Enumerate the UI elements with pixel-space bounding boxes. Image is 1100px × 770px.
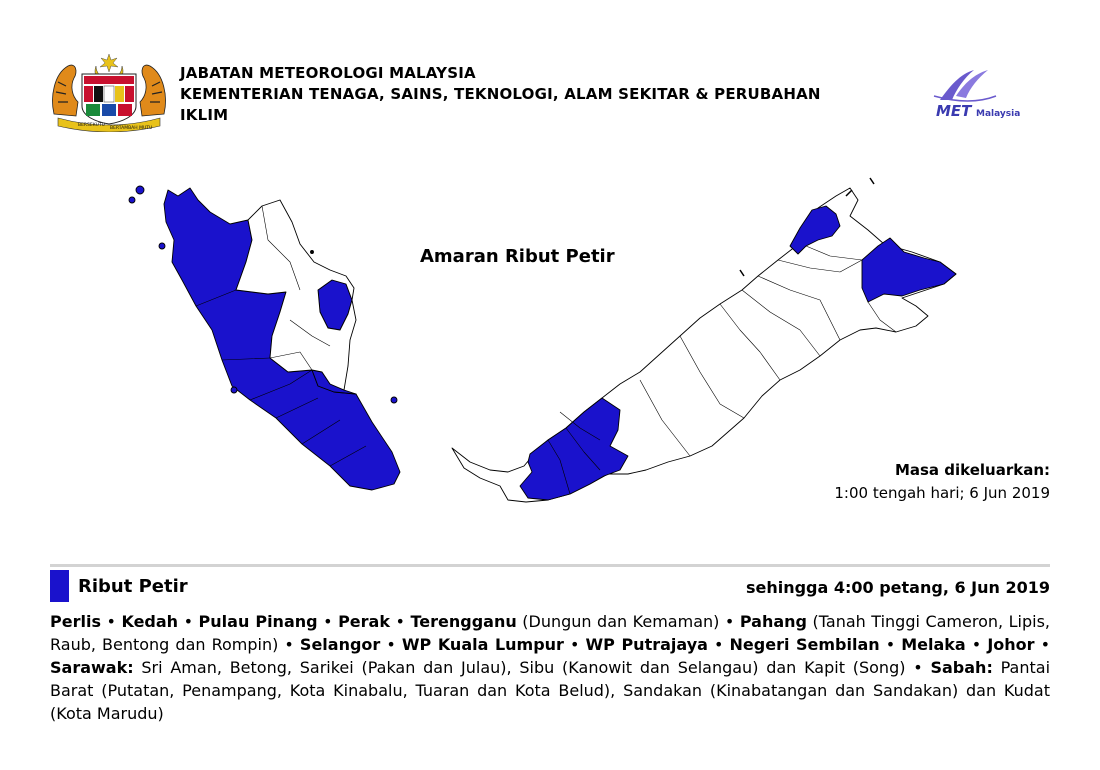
area-state: Perlis bbox=[50, 612, 101, 631]
svg-text:MET: MET bbox=[936, 102, 972, 120]
map-title: Amaran Ribut Petir bbox=[420, 246, 615, 267]
region-warned-sarawak bbox=[520, 398, 628, 500]
area-state: Melaka bbox=[901, 635, 966, 654]
area-state: Sabah: bbox=[930, 658, 993, 677]
area-state: Negeri Sembilan bbox=[729, 635, 880, 654]
area-state: Perak bbox=[338, 612, 390, 631]
area-separator: • bbox=[879, 635, 902, 654]
area-detail: (Dungun dan Kemaman) bbox=[516, 612, 720, 631]
region-unwarned-sarawak-sabah bbox=[452, 188, 956, 502]
legend-label: Ribut Petir bbox=[78, 576, 188, 597]
org-name-line: JABATAN METEOROLOGI MALAYSIA bbox=[180, 64, 476, 82]
area-state: WP Putrajaya bbox=[585, 635, 708, 654]
area-state: Kedah bbox=[121, 612, 179, 631]
affected-areas-list bbox=[50, 610, 1050, 725]
area-state: WP Kuala Lumpur bbox=[401, 635, 564, 654]
coat-of-arms-logo bbox=[48, 52, 170, 132]
issued-time: 1:00 tengah hari; 6 Jun 2019 bbox=[834, 484, 1050, 502]
issued-label: Masa dikeluarkan: bbox=[894, 461, 1050, 479]
svg-text:Malaysia: Malaysia bbox=[976, 109, 1021, 119]
ministry-name-line-2: IKLIM bbox=[180, 106, 229, 124]
area-state: Sarawak: bbox=[50, 658, 134, 677]
area-separator: • bbox=[178, 612, 199, 631]
section-divider bbox=[50, 564, 1050, 567]
met-malaysia-logo bbox=[930, 66, 1055, 122]
valid-until: sehingga 4:00 petang, 6 Jun 2019 bbox=[745, 578, 1050, 597]
area-separator: • bbox=[707, 635, 730, 654]
area-separator: • bbox=[317, 612, 339, 631]
area-separator: • bbox=[389, 612, 411, 631]
area-state: Pahang bbox=[739, 612, 807, 631]
organization-header bbox=[180, 63, 920, 126]
east-malaysia bbox=[452, 178, 956, 502]
area-state: Terengganu bbox=[410, 612, 517, 631]
area-separator: • bbox=[965, 635, 988, 654]
area-separator: • bbox=[719, 612, 740, 631]
area-state: Selangor bbox=[299, 635, 381, 654]
area-separator: • bbox=[278, 635, 300, 654]
area-separator: • bbox=[563, 635, 586, 654]
area-detail: Sri Aman, Betong, Sarikei (Pakan dan Julau), Sibu (Kanowit dan Selangau) dan Kapit (Song) bbox=[133, 658, 906, 677]
peninsular-malaysia bbox=[129, 186, 400, 490]
area-separator: • bbox=[1034, 635, 1051, 654]
area-separator: • bbox=[100, 612, 122, 631]
region-warned-sabah-sandakan bbox=[862, 238, 956, 302]
area-detail: Pantai Barat (Putatan, Penampang, Kota Kinabalu, Tuaran dan Kota Belud), Sandakan (Kinabatangan dan Sandakan) dan Kudat (Kota Marudu) bbox=[50, 658, 1051, 723]
legend-color-swatch bbox=[50, 570, 69, 602]
svg-text:BERSEKUTU: BERSEKUTU bbox=[78, 123, 105, 128]
area-separator: • bbox=[905, 658, 931, 677]
svg-text:BERTAMBAH MUTU: BERTAMBAH MUTU bbox=[110, 126, 153, 131]
area-separator: • bbox=[380, 635, 402, 654]
area-state: Johor bbox=[987, 635, 1035, 654]
area-detail: (Tanah Tinggi Cameron, Lipis, Raub, Bentong dan Rompin) bbox=[50, 612, 1051, 654]
ministry-name-line: KEMENTERIAN TENAGA, SAINS, TEKNOLOGI, ALAM SEKITAR & PERUBAHAN bbox=[180, 85, 821, 103]
area-state: Pulau Pinang bbox=[198, 612, 318, 631]
